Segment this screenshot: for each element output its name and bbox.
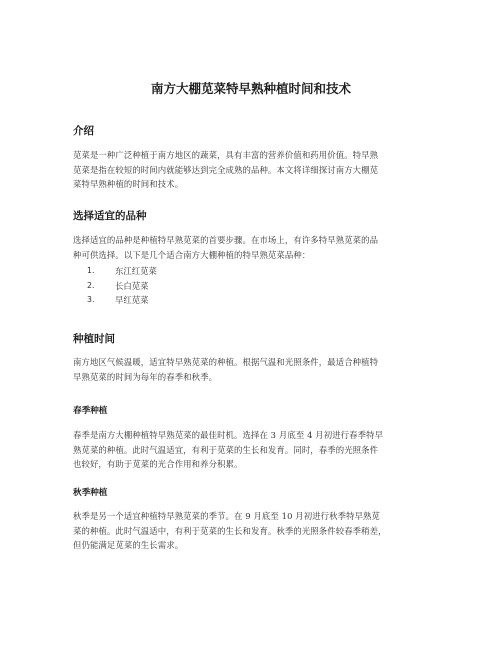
list-item <box>73 279 157 294</box>
timing-line: 早熟苋菜的时间为每年的春季和秋季。 <box>73 371 218 382</box>
intro-line: 苋菜是一种广泛种植于南方地区的蔬菜，具有丰富的营养价值和药用价值。特早熟 <box>73 150 379 160</box>
intro-heading: 介绍 <box>73 125 94 137</box>
variety-line: 种可供选择。以下是几个适合南方大棚种植的特早熟苋菜品种： <box>73 249 311 260</box>
variety-line: 选择适宜的品种是种植特早熟苋菜的首要步骤。在市场上，有许多特早熟苋菜的品 <box>73 235 379 245</box>
list-item <box>73 264 157 279</box>
autumn-line: 秋季是另一个适宜种植特早熟苋菜的季节。在 9 月底至 10 月初进行秋季特早熟苋 <box>73 511 381 521</box>
list-number: 3. <box>87 295 95 304</box>
intro-paragraph <box>73 148 431 192</box>
spring-line: 也较好，有助于苋菜的光合作用和养分积累。 <box>73 459 243 469</box>
timing-line: 南方地区气候温暖，适宜特早熟苋菜的种植。根据气温和光照条件，最适合种植特 <box>73 357 379 367</box>
spring-line: 熟苋菜的种植。此时气温适宜，有利于苋菜的生长和发育。同时，春季的光照条件 <box>73 444 379 455</box>
list-label: 长白苋菜 <box>115 280 149 291</box>
autumn-paragraph <box>73 509 431 553</box>
autumn-line: 但仍能满足苋菜的生长需求。 <box>73 540 184 550</box>
list-number: 2. <box>87 280 95 290</box>
autumn-heading: 秋季种植 <box>73 488 108 498</box>
spring-line: 春季是南方大棚种植特早熟苋菜的最佳时机。选择在 3 月底至 4 月初进行春季特早 <box>73 430 384 440</box>
variety-heading: 选择适宜的品种 <box>73 210 147 222</box>
variety-paragraph <box>73 233 431 262</box>
timing-paragraph <box>73 355 431 384</box>
list-item <box>73 293 157 308</box>
list-number: 1. <box>87 266 95 275</box>
spring-paragraph <box>73 428 431 472</box>
timing-heading: 种植时间 <box>73 333 115 345</box>
intro-line: 菜特早熟种植的时间和技术。 <box>73 179 184 189</box>
variety-list <box>73 264 157 308</box>
autumn-line: 菜的种植。此时气温适中，有利于苋菜的生长和发育。秋季的光照条件较春季稍差， <box>73 525 387 536</box>
intro-line: 苋菜是指在较短的时间内就能够达到完全成熟的品种。本文将详细探讨南方大棚苋 <box>73 164 379 175</box>
spring-heading: 春季种植 <box>73 406 108 416</box>
list-label: 东江红苋菜 <box>115 266 157 276</box>
document-title: 南方大棚苋菜特早熟种植时间和技术 <box>150 81 351 96</box>
list-label: 早红苋菜 <box>115 295 149 305</box>
